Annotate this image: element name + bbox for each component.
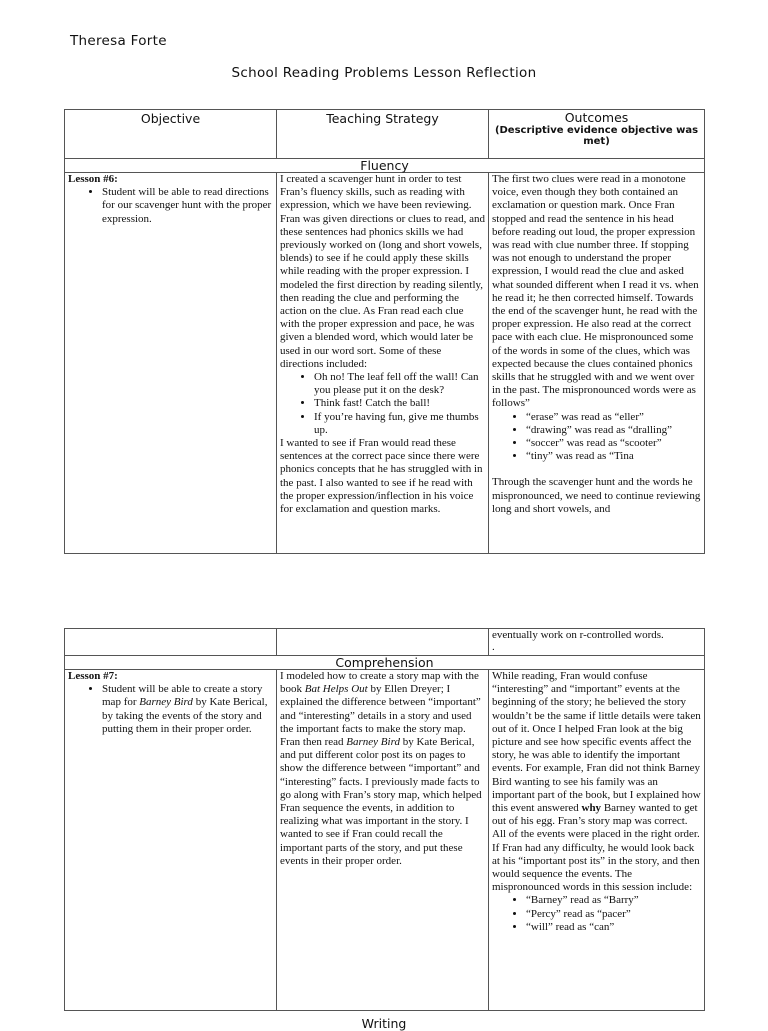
reflection-table-page2 xyxy=(64,628,705,1011)
header-outcomes: Outcomes (Descriptive evidence objective was met) xyxy=(489,110,705,159)
list-item: • “Percy” read as “pacer” xyxy=(526,908,701,921)
empty-cell xyxy=(65,629,277,656)
strategy-cell xyxy=(277,173,489,554)
list-item: • Oh no! The leaf fell off the wall! Can you please put it on the desk? xyxy=(314,371,485,397)
continuation-dot: . xyxy=(492,641,495,654)
lesson-label: Lesson #6: xyxy=(68,173,118,185)
strategy-cell xyxy=(277,670,489,1011)
strategy-paragraph: I modeled how to create a story map with the book Bat Helps Out by Ellen Dreyer; I explained the difference between “important” and “interesting” details in a story and used the important facts to make the story map. Fran then read Barney Bird by Kate Berical, and put different color post its on pages to show the difference between “important” and “interesting” facts. I previously made facts to go along with Fran’s story map, which helped Fran sequence the events, in addition to realizing what was important in the story. I wanted to see if Fran could recall the important parts of the story, and put these events in their proper order. xyxy=(280,670,482,867)
objective-cell xyxy=(65,670,277,1011)
book-title: Barney Bird xyxy=(139,696,193,709)
book-title: Bat Helps Out xyxy=(304,683,368,696)
continuation-text: eventually work on r-controlled words. xyxy=(492,629,664,641)
outcome-paragraph: Through the scavenger hunt and the words he mispronounced, we need to continue reviewing long and short vowels, and xyxy=(492,476,701,515)
emphasis: why xyxy=(581,802,602,815)
empty-cell xyxy=(277,629,489,656)
header-objective: Objective xyxy=(65,110,277,159)
section-row-fluency xyxy=(65,159,705,173)
header-outcomes-sub: (Descriptive evidence objective was met) xyxy=(494,125,699,147)
strategy-paragraph: I created a scavenger hunt in order to test Fran’s fluency skills, such as reading with expression, which we have been reviewing. Fran was given directions or clues to read, and these sentences had phonics skills we had previously worked on (long and short vowels, blends) to see if he could apply these skills while reading with the proper expression. I modeled the first direction by reading silently, then reading the clue and performing the action on the clue. As Fran read each clue with the proper expression and pace, he was given a blended word, which would later be used in our word sort. Some of these directions included: xyxy=(280,173,485,370)
section-title: Comprehension xyxy=(65,656,705,670)
outcome-paragraph: While reading, Fran would confuse “interesting” and “important” events at the beginning of the story; he believed the story wouldn’t be the same if little details were taken out of it. Once I helped Fran look at the big picture and see how specific events affect the story, he was able to identify the important events. For example, Fran did not think Barney Bird wanting to see his family was an important part of the book, but I explained how this event answered why Barney wanted to get out of his egg. Fran’s story map was correct. All of the events were placed in the right order. If Fran had any difficulty, he would look back at his “important post its” in the story, and then would sequence the events. The mispronounced words in this session include: xyxy=(492,670,701,894)
outcome-cell xyxy=(489,670,705,1011)
strategy-paragraph: I wanted to see if Fran would read these sentences at the correct pace since there were phonics concepts that he has struggled with in the past. I also wanted to see if he read with the proper expression/inflection in his voice for exclamation and question marks. xyxy=(280,437,483,516)
lesson-row xyxy=(65,173,705,554)
objective-text: • Student will be able to create a story map for Barney Bird by Kate Berical, by taking the events of the story and putting them in their proper order. xyxy=(102,683,273,736)
header-row xyxy=(65,110,705,159)
list-item: • “Barney” read as “Barry” xyxy=(526,894,701,907)
objective-text: • Student will be able to read directions for our scavenger hunt with the proper expression. xyxy=(102,186,273,226)
section-title: Fluency xyxy=(65,159,705,173)
next-section-title-cut: Writing xyxy=(361,1016,407,1031)
list-item: • “drawing” was read as “dralling” xyxy=(526,424,701,437)
list-item: • Think fast! Catch the ball! xyxy=(314,397,485,410)
section-row-comprehension xyxy=(65,656,705,670)
list-item: • “erase” was read as “eller” xyxy=(526,411,701,424)
reflection-table-page1 xyxy=(64,109,705,554)
header-strategy: Teaching Strategy xyxy=(277,110,489,159)
objective-cell xyxy=(65,173,277,554)
list-item: • “soccer” was read as “scooter” xyxy=(526,437,701,450)
lesson-row xyxy=(65,670,705,1011)
outcome-cell xyxy=(489,173,705,554)
author-name: Theresa Forte xyxy=(70,33,167,49)
strategy-bullets xyxy=(280,371,485,437)
outcome-bullets xyxy=(492,411,701,464)
continuation-cell xyxy=(489,629,705,656)
lesson-label: Lesson #7: xyxy=(68,670,118,682)
document-title: School Reading Problems Lesson Reflection xyxy=(231,65,537,81)
continuation-row xyxy=(65,629,705,656)
list-item: • “will” read as “can” xyxy=(526,921,701,934)
book-title: Barney Bird xyxy=(346,736,400,749)
outcome-paragraph: The first two clues were read in a monotone voice, even though they both contained an exclamation or question mark. Once Fran stopped and read the sentence in his head before reading out loud, the proper expression was read with clue number three. If stopping was not enough to understand the proper expression, I would read the clue and asked what sounded different when I read it vs. when he read it; he then corrected himself. Towards the end of the scavenger hunt, he read with the proper expression. He also read at the correct pace with each clue. He mispronounced some of the words in some of the clues, which was expected because the clues contained phonics skills that he struggled with and we went over in the past. The mispronounced words were as follows” xyxy=(492,173,699,410)
outcome-bullets xyxy=(492,894,701,934)
list-item: • “tiny” was read as “Tina xyxy=(526,450,701,463)
list-item: • If you’re having fun, give me thumbs up. xyxy=(314,411,485,437)
